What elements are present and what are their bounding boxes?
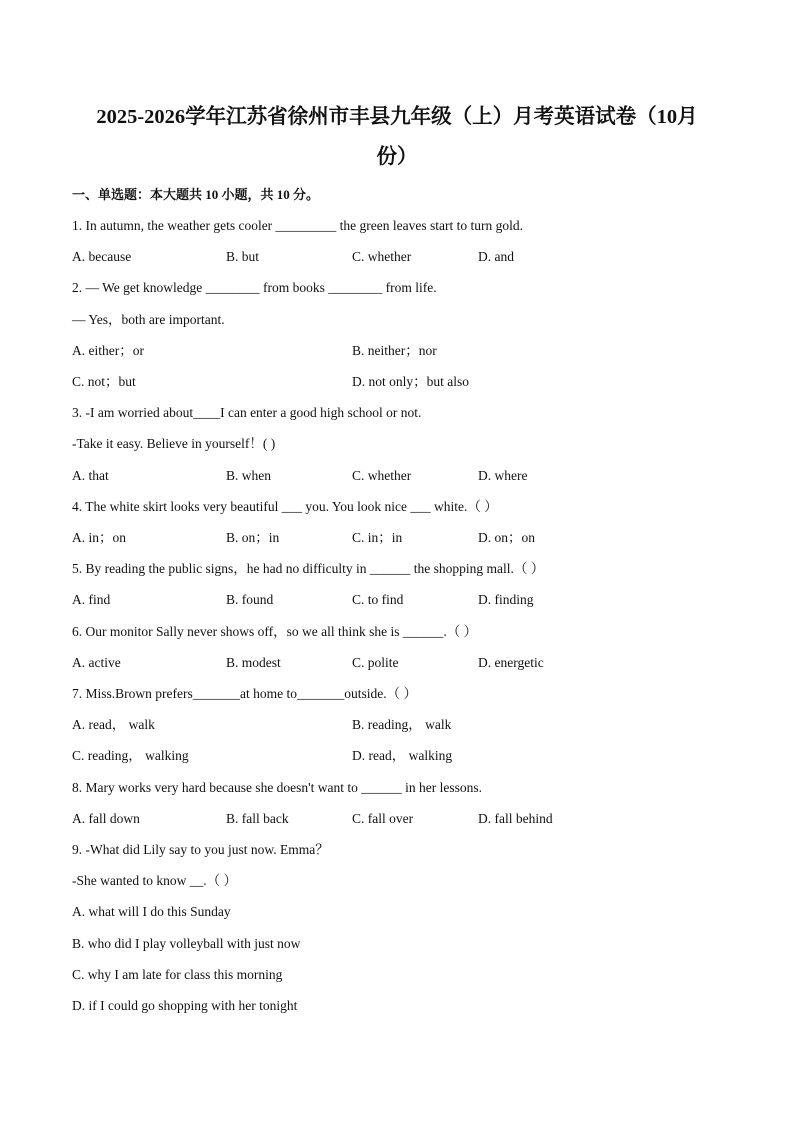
exam-title-line-2: 份） xyxy=(376,146,418,168)
question-7-option-b: B. reading， walk xyxy=(352,717,452,732)
question-2-option-b: B. neither；nor xyxy=(352,343,437,358)
question-2-stem-reply: — Yes，both are important. xyxy=(72,312,225,327)
question-4-option-b: B. on；in xyxy=(226,530,280,545)
question-3-stem-reply: -Take it easy. Believe in yourself！( ) xyxy=(72,436,276,451)
question-6-option-a: A. active xyxy=(72,655,121,670)
question-1-option-c: C. whether xyxy=(352,249,412,264)
question-1-option-d: D. and xyxy=(478,249,514,264)
question-3-option-b: B. when xyxy=(226,468,271,483)
question-2-stem: 2. — We get knowledge ________ from books ________ from life. xyxy=(72,280,437,295)
question-4-stem: 4. The white skirt looks very beautiful ___ you. You look nice ___ white.（ ） xyxy=(72,499,498,514)
question-9-option-d: D. if I could go shopping with her tonight xyxy=(72,998,298,1013)
question-8-stem: 8. Mary works very hard because she doesn't want to ______ in her lessons. xyxy=(72,780,482,795)
section-heading: 一、单选题：本大题共 10 小题，共 10 分。 xyxy=(72,187,320,202)
question-6-stem: 6. Our monitor Sally never shows off，so we all think she is ______.（ ） xyxy=(72,624,478,639)
question-2-option-a: A. either；or xyxy=(72,343,144,358)
question-3-option-a: A. that xyxy=(72,468,109,483)
question-5-option-a: A. find xyxy=(72,592,111,607)
question-9-stem-reply: -She wanted to know __.（ ） xyxy=(72,873,237,888)
question-7-option-c: C. reading， walking xyxy=(72,748,189,763)
question-5-option-d: D. finding xyxy=(478,592,534,607)
question-1-option-b: B. but xyxy=(226,249,260,264)
question-4-option-a: A. in；on xyxy=(72,530,126,545)
question-6-option-d: D. energetic xyxy=(478,655,544,670)
question-8-option-a: A. fall down xyxy=(72,811,140,826)
question-5-option-c: C. to find xyxy=(352,592,404,607)
question-8-option-c: C. fall over xyxy=(352,811,414,826)
question-1-option-a: A. because xyxy=(72,249,132,264)
question-7-option-a: A. read， walk xyxy=(72,717,155,732)
question-5-option-b: B. found xyxy=(226,592,274,607)
question-9-option-b: B. who did I play volleyball with just now xyxy=(72,936,301,951)
question-3-stem: 3. -I am worried about____I can enter a good high school or not. xyxy=(72,405,422,420)
question-3-option-c: C. whether xyxy=(352,468,412,483)
question-6-option-b: B. modest xyxy=(226,655,281,670)
question-8-option-b: B. fall back xyxy=(226,811,289,826)
question-7-stem: 7. Miss.Brown prefers_______at home to_______outside.（ ） xyxy=(72,686,417,701)
exam-title-line-1: 2025-2026学年江苏省徐州市丰县九年级（上）月考英语试卷（10月 xyxy=(96,106,698,128)
question-6-option-c: C. polite xyxy=(352,655,399,670)
question-9-stem: 9. -What did Lily say to you just now. Emma？ xyxy=(72,842,329,857)
question-3-option-d: D. where xyxy=(478,468,528,483)
question-4-option-d: D. on；on xyxy=(478,530,535,545)
question-1-stem: 1. In autumn, the weather gets cooler _________ the green leaves start to turn gold. xyxy=(72,218,523,233)
question-9-option-a: A. what will I do this Sunday xyxy=(72,904,231,919)
question-4-option-c: C. in；in xyxy=(352,530,403,545)
question-5-stem: 5. By reading the public signs，he had no difficulty in ______ the shopping mall.（ ） xyxy=(72,561,545,576)
question-9-option-c: C. why I am late for class this morning xyxy=(72,967,283,982)
question-8-option-d: D. fall behind xyxy=(478,811,553,826)
question-2-option-c: C. not；but xyxy=(72,374,136,389)
question-7-option-d: D. read， walking xyxy=(352,748,453,763)
question-2-option-d: D. not only；but also xyxy=(352,374,469,389)
